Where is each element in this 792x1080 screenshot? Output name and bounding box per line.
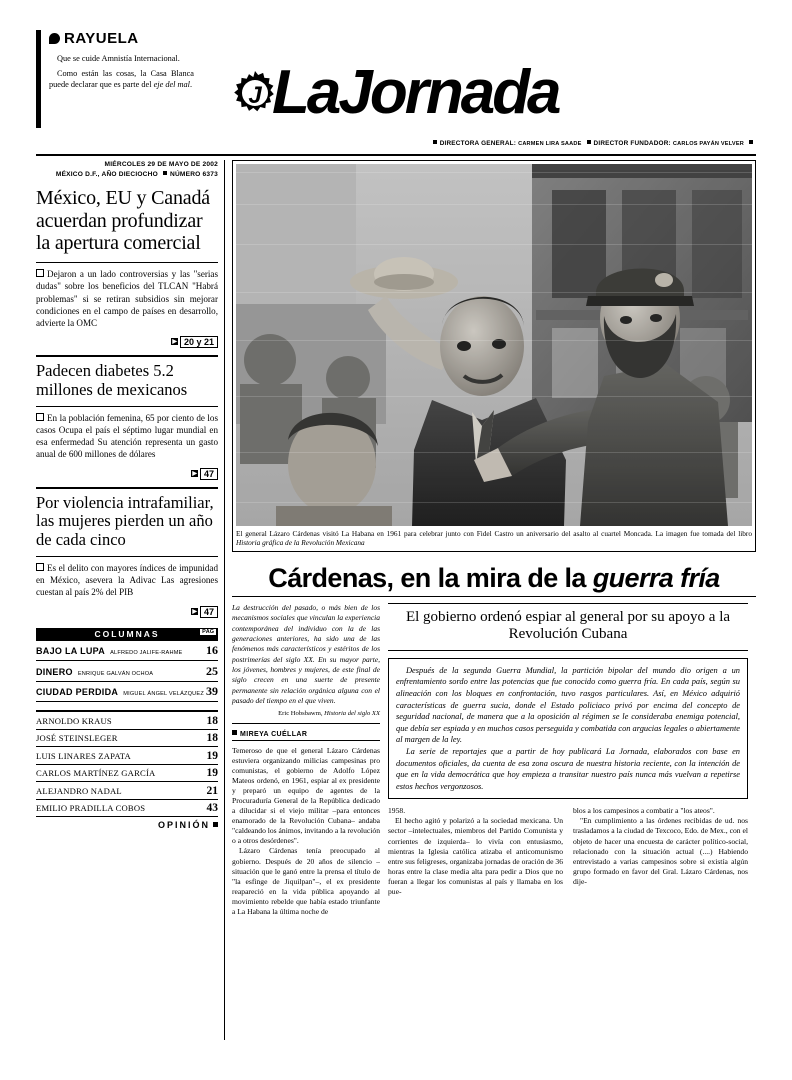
columna-item[interactable] (36, 641, 218, 662)
page-arrow-icon-2: ▶ (192, 470, 197, 477)
photo-caption (236, 529, 752, 548)
opinion-label: OPINIÓN (157, 820, 210, 831)
rayuela-label: RAYUELA (64, 30, 139, 47)
lead-deck (36, 268, 218, 329)
story2-page-reference[interactable] (36, 468, 218, 480)
svg-text:J: J (248, 82, 262, 109)
opinion-page: 19 (206, 749, 218, 762)
rayuela-mark-icon (49, 33, 60, 44)
bullet-square-icon-3 (36, 563, 44, 571)
story2-headline[interactable]: Padecen diabetes 5.2 millones de mexicanos (36, 361, 188, 399)
story2-deck (36, 412, 218, 461)
rayuela-column (36, 30, 194, 128)
summary-box (388, 658, 748, 800)
credits-square-icon-2 (587, 140, 591, 144)
columna-page: 39 (206, 684, 218, 699)
story3-headline[interactable]: Por violencia intrafamiliar, las mujeres pierden un año de cada cinco (36, 492, 214, 549)
opinion-index (36, 710, 218, 817)
rule-2 (36, 355, 218, 357)
columna-author: ENRIQUE GALVÁN OCHOA (77, 670, 154, 677)
masthead (36, 24, 756, 148)
dateline-square-icon (163, 171, 167, 175)
opinion-item[interactable] (36, 712, 218, 730)
page-arrow-icon-1: ▶ (172, 339, 177, 346)
left-column (36, 160, 218, 830)
dateline-number: NÚMERO 6373 (169, 170, 218, 178)
photo-frame (232, 160, 756, 552)
rayuela-paragraph-2 (49, 69, 194, 91)
bullet-square-icon (36, 269, 44, 277)
column-divider (224, 160, 225, 1040)
lead-deck-text: Dejaron a un lado controversias y las "serias dudas" sobre los beneficios del TLCAN "Habrá problemas" si se retiran subsidios sin mejorar condiciones en el campo de países en desarrollo, advierte la OMC (36, 269, 218, 328)
story-continuation-columns (388, 806, 748, 958)
rayuela-p2-part3: . (189, 79, 193, 89)
photo-caption-book-title: Historia gráfica de la Revolución Mexicana (236, 538, 365, 548)
story2-page-number: 47 (200, 468, 218, 480)
columna-item[interactable] (36, 661, 218, 682)
opinion-page: 18 (206, 714, 218, 727)
rule-5 (36, 556, 218, 557)
columna-page: 25 (206, 663, 218, 678)
columnas-header (36, 628, 218, 641)
credits-square-icon-3 (749, 140, 753, 144)
opinion-page: 19 (206, 767, 218, 780)
columna-author: MIGUEL ÁNGEL VELÁZQUEZ (123, 691, 204, 698)
summary-paragraph-1: Después de la segunda Guerra Mundial, la partición bipolar del mundo dio origen a un enfrentamiento sordo entre las potencias que fue conocido como guerra fría. En cada país, según su alineación con los bloques en confrontación, tuvo rasgos particulares. Así, en México adquirió características de guerra sucia, donde el Estado policiaco privó por encima del concepto de seguridad nacional, de manera que a la oposición al régimen se le consideraba enemiga potencial, que debía ser espiada y en muchos casos perseguida y combatida con argucias legales o abiertamente al margen de la ley. (396, 665, 740, 745)
epigraph-box (232, 603, 380, 724)
opinion-square-icon (213, 822, 218, 827)
credit-label-1: DIRECTORA GENERAL: (439, 140, 517, 147)
opinion-item[interactable] (36, 747, 218, 765)
main-headline[interactable] (232, 563, 756, 594)
main-headline-part1: Cárdenas, en la mira de la (268, 562, 593, 593)
opinion-page: 21 (206, 784, 218, 797)
dateline-edition (36, 170, 218, 180)
opinion-item[interactable] (36, 800, 218, 818)
dateline-city: MÉXICO D.F., (55, 170, 100, 178)
epigraph-source: Historia del siglo XX (324, 710, 380, 718)
bullet-square-icon-2 (36, 413, 44, 421)
byline-square-icon (232, 730, 237, 735)
logo-wordmark: LaJornada (272, 58, 559, 127)
rayuela-paragraph-1: Que se cuide Amnistía Internacional. (57, 54, 180, 63)
masthead-credits (430, 140, 756, 147)
story3-page-number: 47 (200, 606, 218, 618)
story-text-column-1 (232, 746, 380, 992)
main-subheadline: El gobierno ordenó espiar al general por su apoyo a la Revolución Cubana (388, 603, 748, 651)
summary-paragraph-2: La serie de reportajes que a partir de hoy publicará La Jornada, elaborados con base en documentos oficiales, da cuenta de esa zona oscura de nuestra historia reciente, con la intención de que en la vida democrática que hoy empieza a transitar nuestro país nunca más vuelvan a repetirse estos hechos vergonzosos. (396, 746, 740, 791)
story-paragraph: El hecho agitó y polarizó a la sociedad mexicana. Un sector –intelectuales, miembros del Partido Comunista y corrientes de izquierda– lo vivía con entusiasmo, mientras la Iglesia católica atizaba el anticomunismo entre sus feligreses, organizaba jornadas de oración de 36 horas entre la clase media alta para pedir a Dios que no fueran a llegar los comunistas al país y llamaba en los pue- (388, 816, 563, 897)
rayuela-p2-part1: Como están las cosas, la Casa Blanca puede declarar que es parte del (49, 68, 194, 89)
columnas-label: COLUMNAS (94, 629, 160, 640)
newspaper-logo (232, 56, 756, 147)
story3-deck-text: Es el delito con mayores índices de impunidad en México, asevera la Adivac Las agresiones cuestan al país 2% del PIB (36, 563, 218, 598)
lead-page-number: 20 y 21 (180, 336, 218, 348)
dateline-year: AÑO DIECIOCHO (101, 170, 158, 178)
page-bottom-fade (232, 1018, 756, 1040)
story-text-column-3 (573, 806, 748, 958)
story-text-column-2 (388, 806, 563, 958)
main-headline-italic: guerra fría (592, 562, 720, 593)
opinion-page: 43 (206, 802, 218, 815)
opinion-section-label (36, 820, 218, 830)
story-paragraph: "En cumplimiento a las órdenes recibidas de ud. nos trasladamos a la ciudad de Texcoco, Edo. de Mex., con el objeto de hacer una encuesta de carácter político-social, relacionado con la situación actual (....) Habiendo entrevistado a varias campesinos sobre si existía algún grupo formado en favor del Gral. Lázaro Cárdenas, nos dije- (573, 816, 748, 886)
columnas-index (36, 628, 218, 703)
lead-headline[interactable]: México, EU y Canadá acuerdan profundizar la apertura comercial (36, 186, 210, 255)
story-paragraph: Lázaro Cárdenas tenía preocupado al gobierno. Después de 20 años de silencio –situación que le ganó entre la prensa el título de "la esfinge de Jiquilpan"–, el ex presidente reapareció en la vida pública apoyando al movimiento rebelde que había estado triunfante a La Habana la última noche de (232, 846, 380, 916)
rule-4 (36, 487, 218, 489)
opinion-item[interactable] (36, 730, 218, 748)
story2-deck-text: En la población femenina, 65 por ciento de los casos Ocupa el país el séptimo lugar mundial en esa enfermedad Su atención representa un gasto anual de 600 millones de dólares (36, 412, 218, 460)
columna-author: ALFREDO JALIFE-RAHME (110, 650, 183, 657)
columnas-page-label: PÁG (202, 628, 214, 635)
page-arrow-icon-3: ▶ (192, 608, 197, 615)
epigraph-attribution (232, 709, 380, 718)
epigraph-text: La destrucción del pasado, o más bien de los mecanismos sociales que vinculan la experiencia contemporánea del individuo con la de las generaciones anteriores, ha sido una de las fenómenos más característicos y estéritos de los postrimerías del siglo XX. En su mayor parte, los jóvenes, hombres y mujeres, de este final de siglo crecen en una suerte de presente permanente sin relación orgánica alguna con el pasado del tiempo en el que viven. (232, 602, 380, 706)
rule-under-main-headline (232, 596, 756, 597)
opinion-author: JOSÉ STEINSLEGER (36, 733, 118, 744)
main-photo (236, 164, 752, 526)
opinion-page: 18 (206, 732, 218, 745)
byline-author: MIREYA CUÉLLAR (240, 730, 308, 738)
credit-label-2: DIRECTOR FUNDADOR: (593, 140, 671, 147)
rayuela-p2-italic: eje del mal (153, 79, 190, 89)
opinion-author: ALEJANDRO NADAL (36, 785, 122, 796)
story-paragraph: blos a los campesinos a combatir a "los ateos". (573, 806, 715, 816)
opinion-author: EMILIO PRADILLA COBOS (36, 803, 146, 814)
columna-page: 16 (206, 643, 218, 658)
masthead-divider (36, 154, 756, 156)
credit-name-2: CARLOS PAYÁN VELVER (672, 141, 745, 147)
epigraph-author: Eric Hobsbawm, (278, 710, 325, 718)
rule-3 (36, 406, 218, 407)
story-paragraph: Temeroso de que el general Lázaro Cárdenas estuviera organizando milicias campesinas pro comunistas, el gobierno de Adolfo López Mateos ordenó, en 1961, espiar al ex presidente y preparó un equipo de agentes de la Procuraduría General de la República dedicado a dilucidar si el viejo militar –para entonces enamorado de la Revolución Cubana– andaba "caldeando los ánimos, invitando a la revolución o a otros desórdenes". (232, 745, 380, 846)
byline (232, 730, 380, 741)
story-left-column (232, 603, 388, 992)
opinion-author: CARLOS MARTÍNEZ GARCÍA (36, 768, 156, 779)
lead-page-reference[interactable] (36, 336, 218, 348)
main-story-area (232, 160, 756, 992)
columna-name: CIUDAD PERDIDA (36, 687, 119, 698)
credit-name-1: CARMEN LIRA SAADE (518, 141, 582, 147)
columna-item[interactable] (36, 682, 218, 703)
rule-1 (36, 262, 218, 263)
story3-page-reference[interactable] (36, 606, 218, 618)
opinion-author: LUIS LINARES ZAPATA (36, 750, 131, 761)
rayuela-title (49, 30, 194, 47)
dateline (36, 160, 218, 180)
opinion-item[interactable] (36, 782, 218, 800)
story-right-column (388, 603, 748, 992)
columna-name: DINERO (36, 666, 73, 677)
opinion-author: ARNOLDO KRAUS (36, 715, 112, 726)
photo-caption-text: El general Lázaro Cárdenas visitó La Habana en 1961 para celebrar junto con Fidel Castro un aniversario del asalto al cuartel Moncada. La imagen fue tomada del libro (236, 529, 752, 538)
opinion-item[interactable] (36, 765, 218, 783)
main-story-body (232, 603, 756, 992)
story3-deck (36, 562, 218, 599)
dateline-date: MIÉRCOLES 29 DE MAYO DE 2002 (104, 161, 218, 168)
story-paragraph: 1958. (388, 806, 406, 816)
rayuela-text (49, 54, 194, 91)
columna-name: BAJO LA LUPA (36, 646, 106, 657)
credits-square-icon-1 (433, 140, 437, 144)
